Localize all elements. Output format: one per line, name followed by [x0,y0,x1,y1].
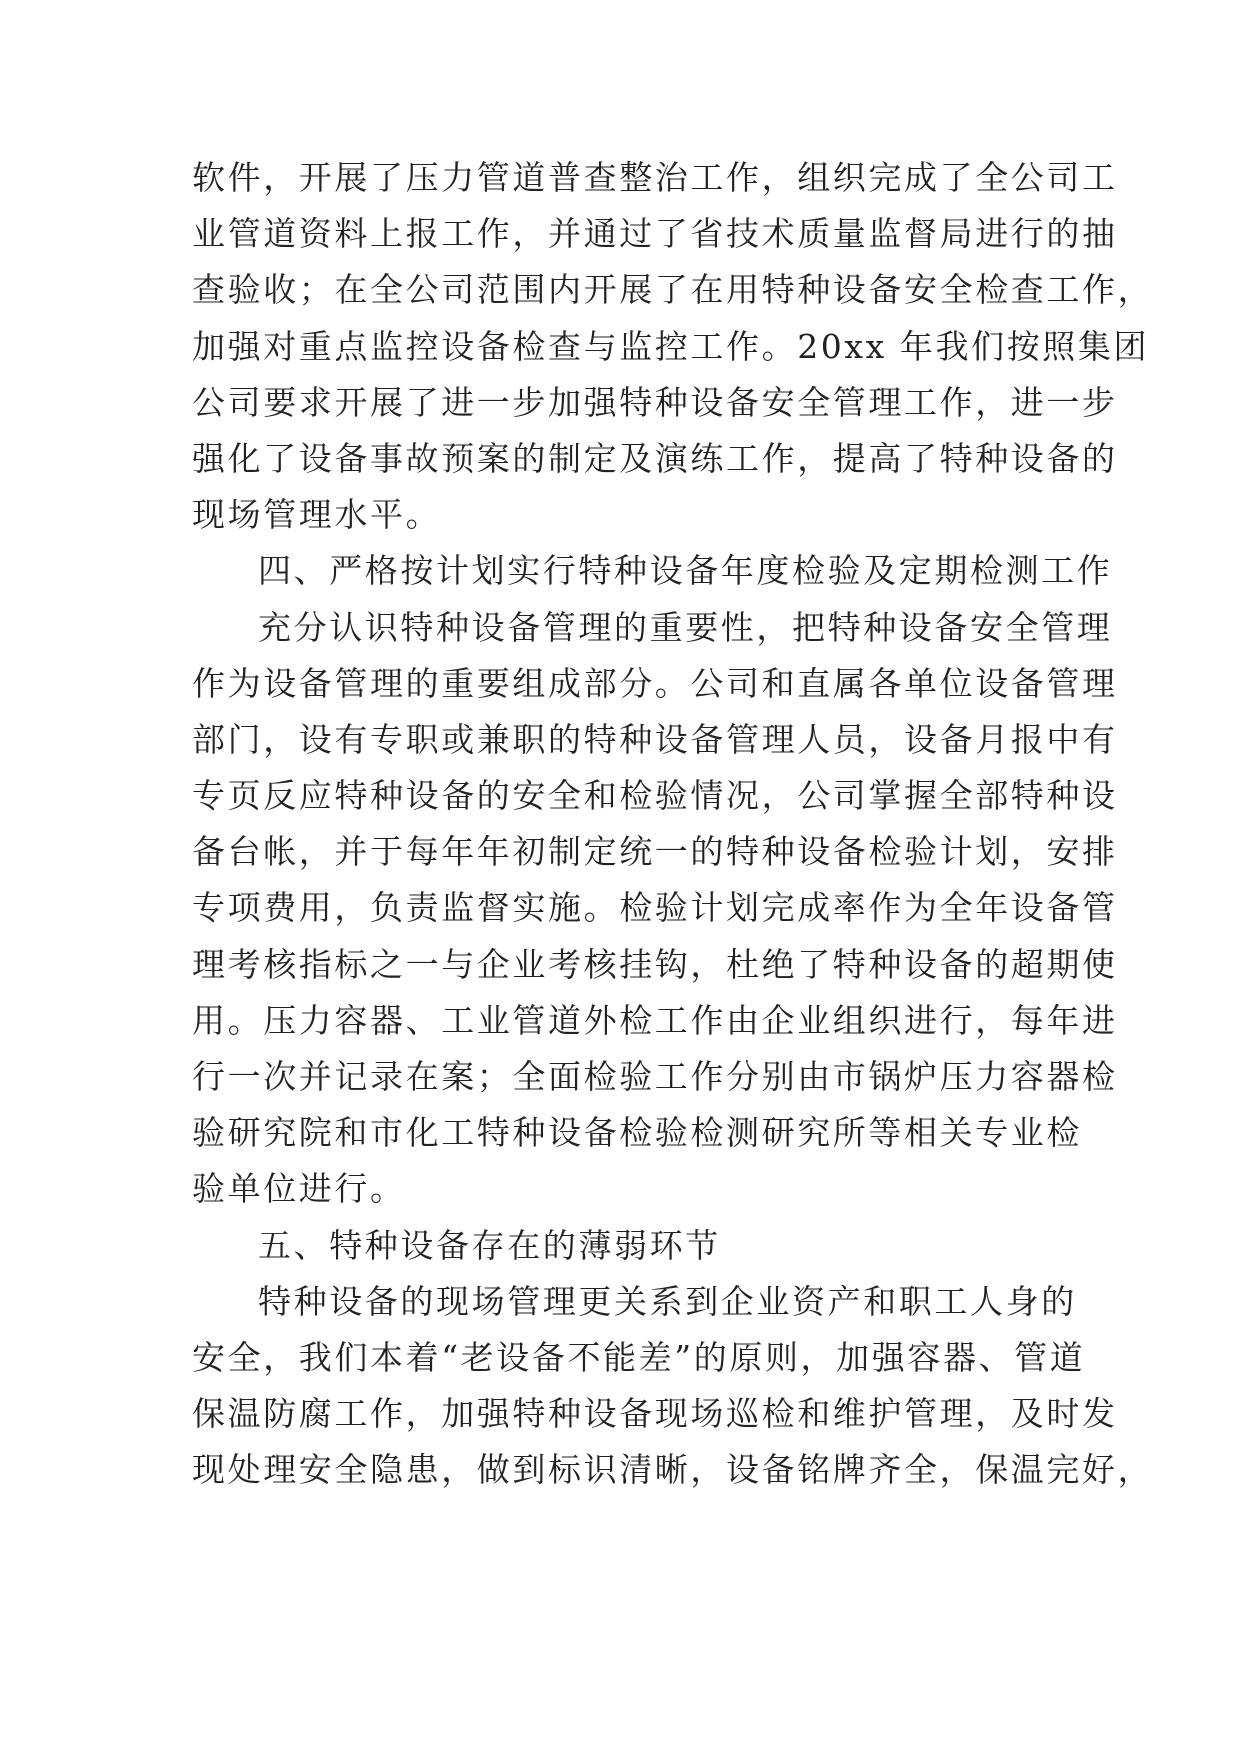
text-line: 验研究院和市化工特种设备检验检测研究所等相关专业检 [192,1113,1082,1153]
text-line: 强化了设备事故预案的制定及演练工作，提高了特种设备的 [192,438,1118,478]
text-line: 专项费用，负责监督实施。检验计划完成率作为全年设备管 [192,888,1118,928]
text-line: 软件，开展了压力管道普查整治工作，组织完成了全公司工 [192,158,1118,197]
text-line: 加强对重点监控设备检查与监控工作。20xx 年我们按照集团 [192,326,1150,366]
section-heading-four: 四、严格按计划实行特种设备年度检验及定期检测工作 [258,551,1113,591]
text-line: 查验收；在全公司范围内开展了在用特种设备安全检查工作， [192,270,1154,310]
text-line: 理考核指标之一与企业考核挂钩，杜绝了特种设备的超期使 [192,944,1118,984]
text-line: 部门，设有专职或兼职的特种设备管理人员，设备月报中有 [192,719,1118,759]
text-line: 公司要求开展了进一步加强特种设备安全管理工作，进一步 [192,382,1118,422]
text-line: 用。压力容器、工业管道外检工作由企业组织进行，每年进 [192,1000,1118,1040]
text-line: 业管道资料上报工作，并通过了省技术质量监督局进行的抽 [192,214,1118,254]
text-line: 现处理安全隐患，做到标识清晰，设备铭牌齐全，保温完好， [192,1450,1154,1490]
text-line: 保温防腐工作，加强特种设备现场巡检和维护管理，及时发 [192,1394,1118,1434]
text-line: 验单位进行。 [192,1169,406,1209]
text-line: 现场管理水平。 [192,495,442,535]
text-line: 行一次并记录在案；全面检验工作分别由市锅炉压力容器检 [192,1057,1118,1096]
text-line: 备台帐，并于每年年初制定统一的特种设备检验计划，安排 [192,832,1118,872]
text-line: 安全，我们本着“老设备不能差”的原则，加强容器、管道 [192,1337,1086,1377]
text-line: 作为设备管理的重要组成部分。公司和直属各单位设备管理 [192,663,1118,703]
document-body [192,150,1154,1499]
section-heading-five: 五、特种设备存在的薄弱环节 [258,1225,721,1265]
text-line: 专页反应特种设备的安全和检验情况，公司掌握全部特种设 [192,776,1118,816]
paragraph-start: 充分认识特种设备管理的重要性，把特种设备安全管理 [258,607,1113,647]
paragraph-start: 特种设备的现场管理更关系到企业资产和职工人身的 [258,1281,1077,1321]
